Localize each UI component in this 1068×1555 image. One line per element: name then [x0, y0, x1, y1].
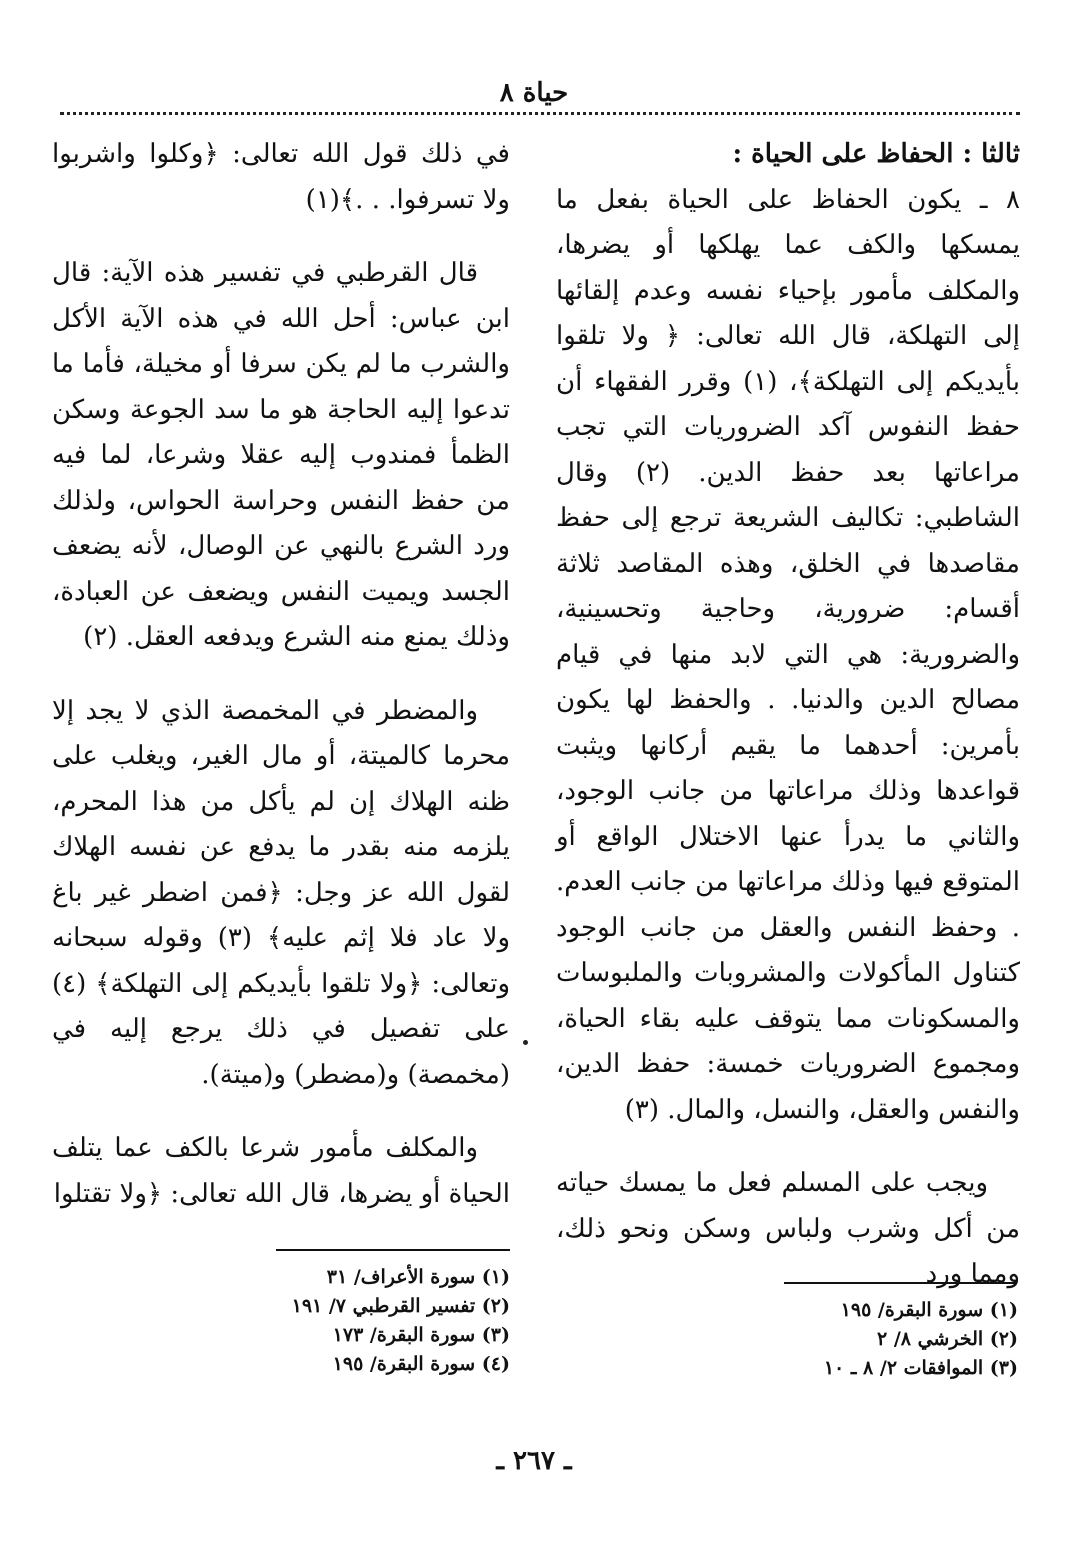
- paragraph: والمكلف مأمور شرعا بالكف عما يتلف الحياة أو يضرها، قال الله تعالى: ﴿ولا تقتلوا: [52, 1133, 510, 1209]
- right-column: [556, 132, 1020, 1298]
- footnotes-left: [100, 1263, 510, 1379]
- stray-dot: [523, 1040, 528, 1045]
- running-header: حياة ٨: [499, 78, 569, 108]
- footnote: (٢) تفسير القرطبي ٧/ ١٩١: [291, 1295, 510, 1317]
- footnote: (١) سورة الأعراف/ ٣١: [326, 1266, 510, 1288]
- paragraph-gap: [556, 1133, 1020, 1161]
- footnote: (٣) الموافقات ٢/ ٨ ـ ١٠: [823, 1357, 1018, 1379]
- footnote: (٣) سورة البقرة/ ١٧٣: [332, 1324, 510, 1346]
- left-column: [52, 132, 510, 1217]
- footnote: (٢) الخرشي ٨/ ٢: [876, 1328, 1018, 1350]
- page-number: ـ ٢٦٧ ـ: [496, 1446, 572, 1476]
- footnote-rule-right: [784, 1282, 1016, 1284]
- paragraph-gap: [52, 661, 510, 689]
- paragraph: والمضطر في المخمصة الذي لا يجد إلا محرما كالميتة، أو مال الغير، ويغلب على ظنه الهلاك إن لم يأكل من هذا المحرم، يلزمه منه بقدر ما يدفع عن نفسه الهلاك لقول الله عز وجل: ﴿فمن اضطر غير باغ ولا عاد فلا إثم عليه﴾ (٣) وقوله سبحانه وتعالى: ﴿ولا تلقوا بأيديكم إلى التهلكة﴾ (٤) على تفصيل في ذلك يرجع إليه في (مخمصة) و(مضطر) و(ميتة).: [52, 695, 510, 1090]
- footnotes-right: [600, 1296, 1018, 1383]
- paragraph: ويجب على المسلم فعل ما يمسك حياته من أكل وشرب ولباس وسكن ونحو ذلك، ومما ورد: [556, 1168, 1020, 1289]
- header-dotted-rule: [60, 112, 1020, 115]
- footnote: (١) سورة البقرة/ ١٩٥: [840, 1299, 1018, 1321]
- footnote-rule-left: [276, 1249, 510, 1251]
- section-heading: ثالثا : الحفاظ على الحياة :: [732, 139, 1020, 169]
- footnote: (٤) سورة البقرة/ ١٩٥: [332, 1353, 510, 1375]
- paragraph: قال القرطبي في تفسير هذه الآية: قال ابن عباس: أحل الله في هذه الآية الأكل والشرب ما لم يكن سرفا أو مخيلة، فأما ما تدعوا إليه الحاجة هو ما سد الجوعة وسكن الظمأ فمندوب إليه عقلا وشرعا، لما فيه من حفظ النفس وحراسة الحواس، ولذلك ورد الشرع بالنهي عن الوصال، لأنه يضعف الجسد ويميت النفس ويضعف عن العبادة، وذلك يمنع منه الشرع ويدفعه العقل. (٢): [52, 258, 510, 652]
- paragraph: ٨ ـ يكون الحفاظ على الحياة بفعل ما يمسكها والكف عما يهلكها أو يضرها، والمكلف مأمور بإحياء نفسه وعدم إلقائها إلى التهلكة، قال الله تعالى: ﴿ ولا تلقوا بأيديكم إلى التهلكة﴾، (١) وقرر الفقهاء أن حفظ النفوس آكد الضروريات التي تجب مراعاتها بعد حفظ الدين. (٢) وقال الشاطبي: تكاليف الشريعة ترجع إلى حفظ مقاصدها في الخلق، وهذه المقاصد ثلاثة أقسام: ضرورية، وحاجية وتحسينية، والضرورية: هي التي لابد منها في قيام مصالح الدين والدنيا. . والحفظ لها يكون بأمرين: أحدهما ما يقيم أركانها ويثبت قواعدها وذلك مراعاتها من جانب الوجود، والثاني ما يدرأ عنها الاختلال الواقع أو المتوقع فيها وذلك مراعاتها من جانب العدم. . وحفظ النفس والعقل من جانب الوجود كتناول المأكولات والمشروبات والملبوسات والمسكونات مما يتوقف عليه بقاء الحياة، ومجموع الضروريات خمسة: حفظ الدين، والنفس والعقل، والنسل، والمال. (٣): [556, 184, 1020, 1125]
- paragraph-gap: [52, 223, 510, 251]
- paragraph-gap: [52, 1098, 510, 1126]
- paragraph: في ذلك قول الله تعالى: ﴿وكلوا واشربوا ولا تسرفوا. . .﴾(١): [52, 139, 510, 215]
